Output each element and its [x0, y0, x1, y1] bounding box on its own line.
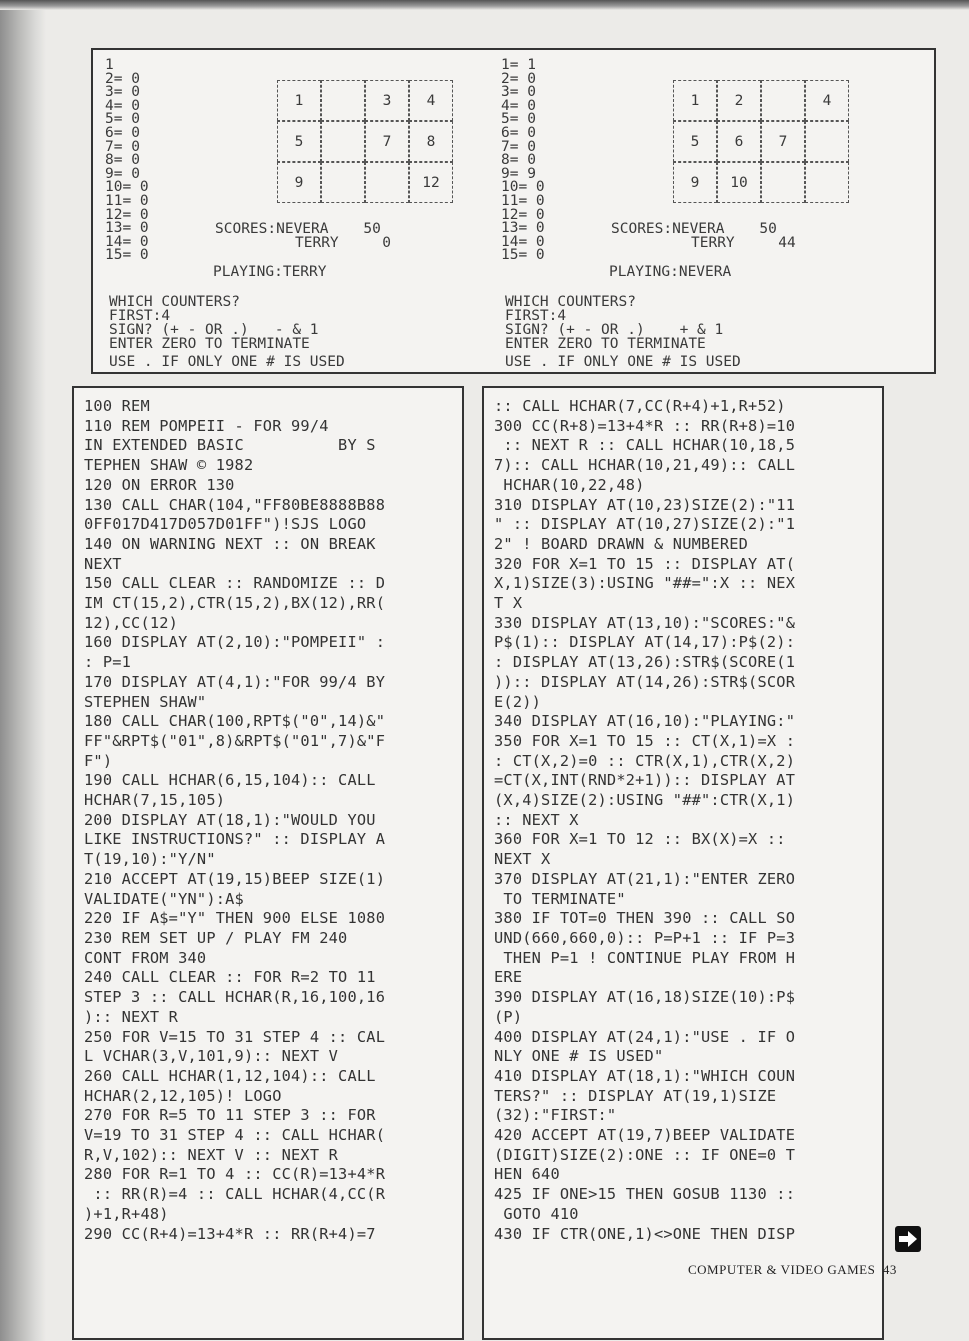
- code-line: 310 DISPLAY AT(10,23)SIZE(2):"11: [494, 495, 796, 514]
- code-line: :: RR(R)=4 :: CALL HCHAR(4,CC(R: [84, 1185, 386, 1204]
- board-cell: 10: [717, 162, 761, 203]
- board-cell: [761, 162, 805, 203]
- code-line: (32):"FIRST:": [494, 1106, 617, 1125]
- code-line: 140 ON WARNING NEXT :: ON BREAK: [84, 534, 376, 553]
- code-line: (X,4)SIZE(2):USING "##":CTR(X,1): [494, 791, 796, 810]
- counter-line: 6= 0: [105, 125, 140, 141]
- counter-line: 12= 0: [501, 206, 545, 223]
- code-line: 360 FOR X=1 TO 12 :: BX(X)=X ::: [494, 830, 786, 849]
- code-line: (P): [494, 1007, 523, 1026]
- code-line: 260 CALL HCHAR(1,12,104):: CALL: [84, 1066, 376, 1085]
- counter-line: 3= 0: [105, 84, 140, 101]
- code-line: ):: NEXT R: [84, 1007, 179, 1026]
- code-line: 290 CC(R+4)=13+4*R :: RR(R+4)=7: [84, 1224, 376, 1243]
- code-line: :: CALL HCHAR(7,CC(R+4)+1,R+52): [494, 397, 786, 415]
- board-cell: [321, 80, 365, 121]
- code-line: : P=1: [84, 653, 132, 672]
- code-line: UND(660,660,0):: P=P+1 :: IF P=3: [494, 928, 796, 947]
- board-cell: [365, 162, 409, 203]
- screen-text-prompt2: FIRST:4: [505, 308, 567, 324]
- code-line: 250 FOR V=15 TO 31 STEP 4 :: CAL: [84, 1027, 386, 1046]
- page-footer: COMPUTER & VIDEO GAMES 43: [688, 1262, 897, 1277]
- code-line: 280 FOR R=1 TO 4 :: CC(R)=13+4*R: [84, 1165, 386, 1184]
- code-line: HCHAR(7,15,105): [84, 791, 226, 810]
- code-line: NLY ONE # IS USED": [494, 1047, 664, 1066]
- code-line: 100 REM: [84, 397, 150, 415]
- counter-line: 9= 9: [501, 165, 536, 182]
- board-cell: [321, 162, 365, 203]
- game-board: [673, 80, 849, 203]
- board-cell: 5: [277, 121, 321, 162]
- board-cell: 7: [761, 121, 805, 162]
- code-line: 230 REM SET UP / PLAY FM 240: [84, 928, 348, 947]
- code-line: R,V,102):: NEXT V :: NEXT R: [84, 1145, 339, 1164]
- screen-text-scores-line2: TERRY 0: [295, 235, 392, 251]
- code-line: IM CT(15,2),CTR(15,2),BX(12),RR(: [84, 594, 386, 613]
- counter-line: 12= 0: [105, 206, 149, 223]
- screen-text-prompt3: SIGN? (+ - OR .) + & 1: [505, 322, 724, 338]
- code-line: GOTO 410: [494, 1204, 579, 1223]
- code-line: L VCHAR(3,V,101,9):: NEXT V: [84, 1047, 339, 1066]
- code-line: HCHAR(10,22,48): [494, 475, 645, 494]
- game-screenshots-panel: [91, 48, 936, 374]
- screen-text-prompt5: USE . IF ONLY ONE # IS USED: [505, 354, 741, 370]
- code-line: 160 DISPLAY AT(2,10):"POMPEII" :: [84, 633, 386, 652]
- code-line: :: NEXT R :: CALL HCHAR(10,18,5: [494, 436, 796, 455]
- code-line: NEXT X: [494, 850, 551, 869]
- counter-line: 13= 0: [105, 220, 149, 237]
- counter-line: 1= 1: [501, 57, 536, 73]
- counter-line: 5= 0: [105, 111, 140, 128]
- board-cell: 8: [409, 121, 453, 162]
- screen-text-prompt2: FIRST:4: [109, 308, 171, 324]
- counter-line: 7= 0: [105, 138, 140, 155]
- code-line: STEP 3 :: CALL HCHAR(R,16,100,16: [84, 988, 386, 1007]
- code-line: HCHAR(2,12,105)! LOGO: [84, 1086, 282, 1105]
- code-line: 430 IF CTR(ONE,1)<>ONE THEN DISP: [494, 1224, 796, 1243]
- code-line: 2" ! BOARD DRAWN & NUMBERED: [494, 534, 749, 553]
- code-line: STEPHEN SHAW": [84, 692, 207, 711]
- code-line: 270 FOR R=5 TO 11 STEP 3 :: FOR: [84, 1106, 376, 1125]
- code-line: T X: [494, 594, 523, 613]
- screen-text-scores-label: SCORES:NEVERA 50: [215, 221, 381, 237]
- code-line: E(2)): [494, 692, 542, 711]
- screen-text-playing: PLAYING:TERRY: [213, 264, 327, 280]
- code-line: 380 IF TOT=0 THEN 390 :: CALL SO: [494, 909, 796, 928]
- code-line: 390 DISPLAY AT(16,18)SIZE(10):P$: [494, 988, 796, 1007]
- code-line: :: NEXT X: [494, 810, 579, 829]
- code-line: 210 ACCEPT AT(19,15)BEEP SIZE(1): [84, 869, 386, 888]
- screen-text-prompt4: ENTER ZERO TO TERMINATE: [109, 336, 310, 352]
- game-screen-left: [105, 50, 515, 372]
- counter-line: 6= 0: [501, 125, 536, 141]
- code-line: 150 CALL CLEAR :: RANDOMIZE :: D: [84, 574, 386, 593]
- counter-line: 11= 0: [501, 193, 545, 209]
- code-line: 200 DISPLAY AT(18,1):"WOULD YOU: [84, 810, 376, 829]
- code-line: 7):: CALL HCHAR(10,21,49):: CALL: [494, 456, 796, 475]
- counter-line: 9= 0: [105, 165, 140, 182]
- board-cell: 4: [409, 80, 453, 121]
- code-line: 110 REM POMPEII - FOR 99/4: [84, 416, 329, 435]
- board-cell: 2: [717, 80, 761, 121]
- code-line: IN EXTENDED BASIC BY S: [84, 436, 376, 455]
- counter-line: 11= 0: [105, 193, 149, 209]
- code-line: V=19 TO 31 STEP 4 :: CALL HCHAR(: [84, 1126, 386, 1145]
- code-line: NEXT: [84, 554, 122, 573]
- code-line: P$(1):: DISPLAY AT(14,17):P$(2):: [494, 633, 796, 652]
- counter-line: 4= 0: [105, 97, 140, 114]
- code-line: 0FF017D417D057D01FF")!SJS LOGO: [84, 515, 367, 534]
- board-cell: [761, 80, 805, 121]
- screen-text-prompt5: USE . IF ONLY ONE # IS USED: [109, 354, 345, 370]
- board-cell: 6: [717, 121, 761, 162]
- screen-text-prompt1: WHICH COUNTERS?: [505, 294, 636, 310]
- code-line: TEPHEN SHAW © 1982: [84, 456, 254, 475]
- code-line: 130 CALL CHAR(104,"FF80BE8888B88: [84, 495, 386, 514]
- code-line: 180 CALL CHAR(100,RPT$("0",14)&": [84, 712, 386, 731]
- counter-line: 15= 0: [105, 247, 149, 264]
- screen-text-scores-label: SCORES:NEVERA 50: [611, 221, 777, 237]
- code-line: =CT(X,INT(RND*2+1)):: DISPLAY AT: [494, 771, 796, 790]
- code-line: (DIGIT)SIZE(2):ONE :: IF ONE=0 T: [494, 1145, 796, 1164]
- code-line: )):: DISPLAY AT(14,26):STR$(SCOR: [494, 672, 796, 691]
- counter-line: 1: [105, 57, 114, 73]
- code-line: ERE: [494, 968, 523, 987]
- page-top-shadow: [0, 0, 969, 10]
- counter-line: 2= 0: [105, 70, 140, 87]
- code-line: F"): [84, 751, 113, 770]
- counter-line: 14= 0: [105, 233, 149, 250]
- code-line: 410 DISPLAY AT(18,1):"WHICH COUN: [494, 1066, 796, 1085]
- counter-line: 2= 0: [501, 70, 536, 87]
- board-cell: 5: [673, 121, 717, 162]
- code-line: 330 DISPLAY AT(13,10):"SCORES:"&: [494, 613, 796, 632]
- counter-line: 10= 0: [501, 179, 545, 196]
- screen-text-prompt3: SIGN? (+ - OR .) - & 1: [109, 322, 319, 338]
- board-cell: [805, 121, 849, 162]
- code-line: 370 DISPLAY AT(21,1):"ENTER ZERO: [494, 869, 796, 888]
- board-cell: 7: [365, 121, 409, 162]
- continue-arrow-icon: [895, 1226, 921, 1252]
- counter-line: 8= 0: [105, 152, 140, 169]
- counter-line: 3= 0: [501, 84, 536, 101]
- counter-line: 8= 0: [501, 152, 536, 169]
- game-board: [277, 80, 453, 203]
- code-line: 220 IF A$="Y" THEN 900 ELSE 1080: [84, 909, 386, 928]
- code-line: 190 CALL HCHAR(6,15,104):: CALL: [84, 771, 376, 790]
- board-cell: 12: [409, 162, 453, 203]
- code-line: TO TERMINATE": [494, 889, 626, 908]
- board-cell: 9: [277, 162, 321, 203]
- page-gutter-shadow: [0, 0, 46, 1341]
- code-line: 320 FOR X=1 TO 15 :: DISPLAY AT(: [494, 554, 796, 573]
- code-line: 120 ON ERROR 130: [84, 475, 235, 494]
- code-line: 340 DISPLAY AT(16,10):"PLAYING:": [494, 712, 796, 731]
- board-cell: 3: [365, 80, 409, 121]
- code-line: 350 FOR X=1 TO 15 :: CT(X,1)=X :: [494, 731, 796, 750]
- screen-text-scores-line2: TERRY 44: [691, 235, 796, 251]
- code-line: : DISPLAY AT(13,26):STR$(SCORE(1: [494, 653, 796, 672]
- screen-text-prompt4: ENTER ZERO TO TERMINATE: [505, 336, 706, 352]
- code-line: VALIDATE("YN"):A$: [84, 889, 244, 908]
- code-line: 420 ACCEPT AT(19,7)BEEP VALIDATE: [494, 1126, 796, 1145]
- screen-text-playing: PLAYING:NEVERA: [609, 264, 732, 280]
- code-line: THEN P=1 ! CONTINUE PLAY FROM H: [494, 948, 796, 967]
- code-line: HEN 640: [494, 1165, 560, 1184]
- board-cell: [805, 162, 849, 203]
- counter-line: 5= 0: [501, 111, 536, 128]
- counter-line: 14= 0: [501, 233, 545, 250]
- code-line: CONT FROM 340: [84, 948, 207, 967]
- counter-line: 10= 0: [105, 179, 149, 196]
- board-cell: 1: [277, 80, 321, 121]
- code-line: )+1,R+48): [84, 1204, 169, 1223]
- code-line: 300 CC(R+8)=13+4*R :: RR(R+8)=10: [494, 416, 796, 435]
- board-cell: 9: [673, 162, 717, 203]
- code-line: : CT(X,2)=0 :: CTR(X,1),CTR(X,2): [494, 751, 796, 770]
- code-line: 425 IF ONE>15 THEN GOSUB 1130 ::: [494, 1185, 796, 1204]
- board-cell: 1: [673, 80, 717, 121]
- board-cell: 4: [805, 80, 849, 121]
- counter-line: 4= 0: [501, 97, 536, 114]
- code-line: 170 DISPLAY AT(4,1):"FOR 99/4 BY: [84, 672, 386, 691]
- code-line: FF"&RPT$("01",8)&RPT$("01",7)&"F: [84, 731, 386, 750]
- code-line: " :: DISPLAY AT(10,27)SIZE(2):"1: [494, 515, 796, 534]
- code-line: 240 CALL CLEAR :: FOR R=2 TO 11: [84, 968, 376, 987]
- screen-text-prompt1: WHICH COUNTERS?: [109, 294, 240, 310]
- counter-line: 13= 0: [501, 220, 545, 237]
- counter-line: 7= 0: [501, 138, 536, 155]
- code-line: X,1)SIZE(3):USING "##=":X :: NEX: [494, 574, 796, 593]
- code-line: 12),CC(12): [84, 613, 179, 632]
- game-screen-right: [501, 50, 911, 372]
- code-line: TERS?" :: DISPLAY AT(19,1)SIZE: [494, 1086, 777, 1105]
- counter-line: 15= 0: [501, 247, 545, 264]
- code-line: LIKE INSTRUCTIONS?" :: DISPLAY A: [84, 830, 386, 849]
- board-cell: [321, 121, 365, 162]
- code-line: 400 DISPLAY AT(24,1):"USE . IF O: [494, 1027, 796, 1046]
- code-listing-left: [72, 386, 464, 1340]
- code-listing-right: [482, 386, 884, 1340]
- code-line: T(19,10):"Y/N": [84, 850, 216, 869]
